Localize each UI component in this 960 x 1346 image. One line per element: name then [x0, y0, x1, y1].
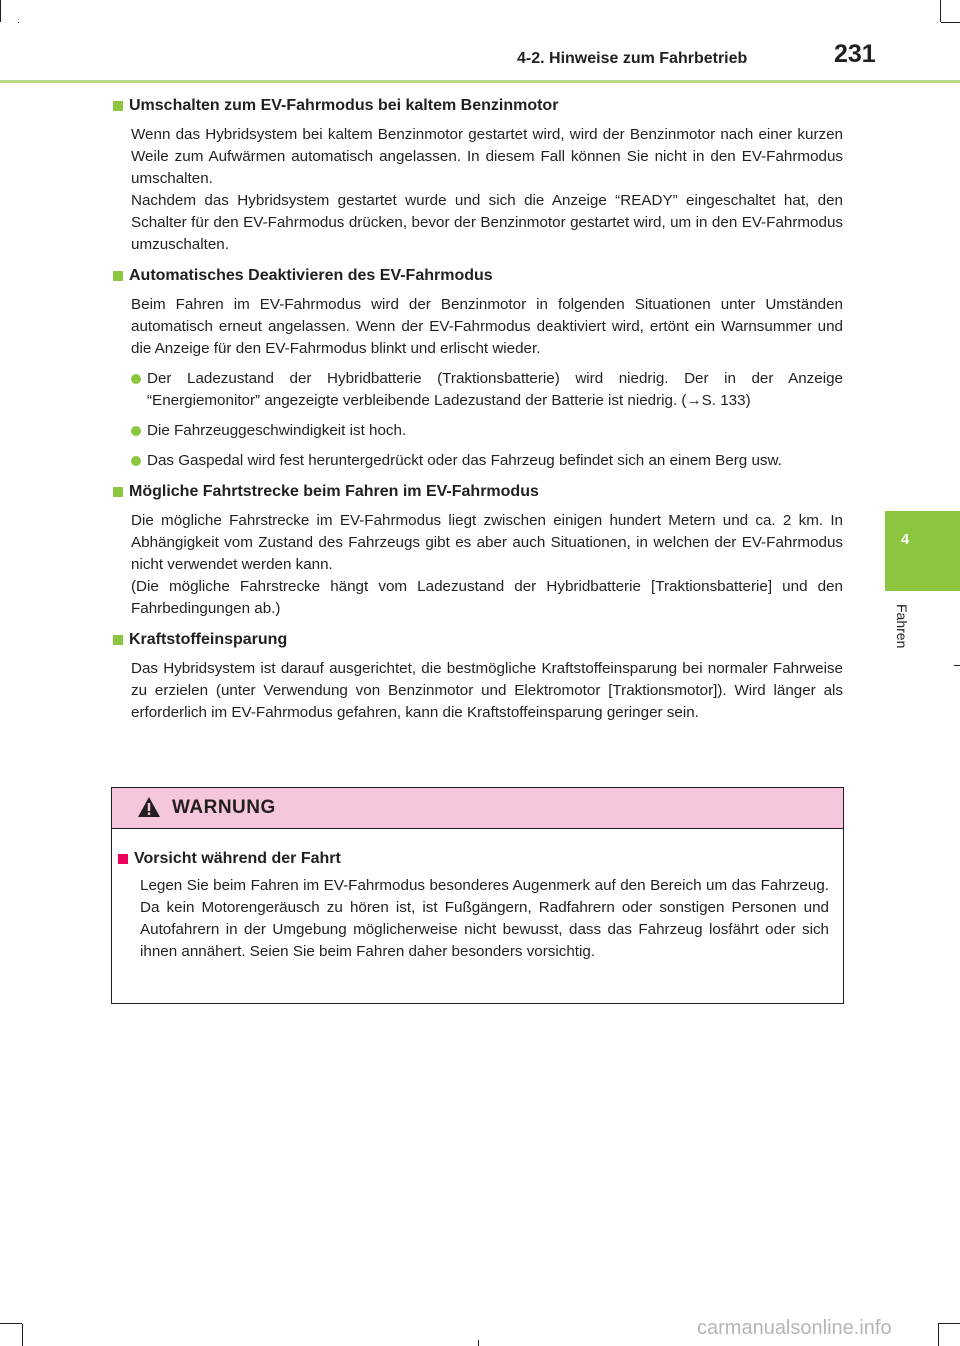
section-heading-text: Umschalten zum EV-Fahrmodus bei kaltem Benzinmotor [129, 97, 559, 114]
square-bullet-icon [113, 487, 123, 497]
section-heading-text: Automatisches Deaktivieren des EV-Fahrmodus [129, 267, 493, 284]
section-heading [113, 630, 843, 650]
crop-mark [941, 22, 960, 23]
crop-mark [18, 22, 19, 23]
crop-mark [22, 1324, 23, 1346]
circle-bullet-icon [131, 456, 141, 466]
crop-mark [954, 665, 960, 666]
warning-box [111, 787, 844, 1004]
square-bullet-icon [118, 854, 128, 864]
header-rule [0, 80, 960, 83]
section-heading [113, 266, 843, 286]
paragraph: Die mögliche Fahrstrecke im EV-Fahrmodus liegt zwischen einigen hundert Metern und ca. 2 km. In Abhängigkeit vom Zustand des Fahrzeugs gibt es aber auch Situationen, in welchen der EV-Fahrmodus nicht verwendet werden kann. [131, 512, 843, 573]
crop-mark [0, 1323, 22, 1324]
list-item [131, 420, 843, 442]
warning-heading [118, 849, 829, 869]
list-item-text: Die Fahrzeuggeschwindigkeit ist hoch. [147, 422, 407, 439]
list-item-text: Das Gaspedal wird fest heruntergedrückt oder das Fahrzeug befindet sich an einem Berg usw. [147, 452, 782, 469]
chapter-label-text: Fahren [894, 604, 910, 649]
section-heading [113, 482, 843, 502]
crop-mark [478, 1340, 479, 1346]
paragraph: Beim Fahren im EV-Fahrmodus wird der Benzinmotor in folgenden Situationen unter Umständen automatisch erneut angelassen. Wenn der EV-Fahrmodus deaktiviert wird, ertönt ein Warnsummer und die Anzeige für den EV-Fahrmodus blinkt und erlischt wieder. [131, 296, 843, 357]
crop-mark [938, 1323, 960, 1324]
page-number: 231 [834, 40, 876, 68]
paragraph: Das Hybridsystem ist darauf ausgerichtet, die bestmögliche Kraftstoffeinsparung bei normaler Fahrweise zu erzielen (unter Verwendung von Benzinmotor und Elektromotor [Traktionsmotor]). Wird länger als erforderlich im EV-Fahrmodus gefahren, kann die Kraftstoffeinsparung geringer sein. [131, 660, 843, 721]
section-heading [113, 96, 843, 116]
main-content [113, 96, 843, 732]
circle-bullet-icon [131, 426, 141, 436]
crop-mark [938, 1324, 939, 1346]
square-bullet-icon [113, 271, 123, 281]
watermark: carmanualsonline.info [697, 1317, 892, 1339]
crop-mark [940, 0, 941, 22]
square-bullet-icon [113, 101, 123, 111]
crop-mark [0, 0, 1, 22]
warning-title: WARNUNG [172, 797, 276, 818]
warning-text: Legen Sie beim Fahren im EV-Fahrmodus besonderes Augenmerk auf den Bereich um das Fahrzeug. Da kein Motorengeräusch zu hören ist, ist Fußgängern, Radfahrern oder sonstigen Personen und Autofahrern in der Umgebung möglicherweise nicht bewusst, dass das Fahrzeug losfährt oder sich ihnen annähert. Seien Sie beim Fahren daher besonders vorsichtig. [140, 877, 829, 960]
chapter-tab [885, 511, 960, 591]
chapter-number: 4 [900, 531, 910, 548]
section-heading-text: Mögliche Fahrtstrecke beim Fahren im EV-Fahrmodus [129, 483, 539, 500]
circle-bullet-icon [131, 374, 141, 384]
paragraph: (Die mögliche Fahrstrecke hängt vom Ladezustand der Hybridbatterie [Traktionsbatterie] und den Fahrbedingungen ab.) [131, 578, 843, 617]
square-bullet-icon [113, 635, 123, 645]
paragraph: Wenn das Hybridsystem bei kaltem Benzinmotor gestartet wird, wird der Benzinmotor nach einer kurzen Weile zum Aufwärmen automatisch angelassen. In diesem Fall können Sie nicht in den EV-Fahrmodus umschalten. [131, 126, 843, 187]
section-heading-text: Kraftstoffeinsparung [129, 631, 288, 648]
warning-heading-text: Vorsicht während der Fahrt [134, 850, 341, 867]
section-header-title: 4-2. Hinweise zum Fahrbetrieb [517, 50, 748, 67]
chapter-label [892, 604, 912, 664]
warning-body [112, 829, 843, 963]
list-item [131, 450, 843, 472]
list-item [131, 368, 843, 412]
paragraph: Nachdem das Hybridsystem gestartet wurde und sich die Anzeige “READY” eingeschaltet hat, den Schalter für den EV-Fahrmodus drücken, bevor der Benzinmotor gestartet wird, um in den EV-Fahrmodus umzuschalten. [131, 192, 843, 253]
warning-triangle-icon [137, 796, 161, 818]
warning-header [112, 788, 843, 829]
list-item-text: Der Ladezustand der Hybridbatterie (Traktionsbatterie) wird niedrig. Der in der Anzeige “Energiemonitor” angezeigte verbleibende Ladezustand der Batterie ist niedrig. (→S. 133) [147, 370, 843, 409]
